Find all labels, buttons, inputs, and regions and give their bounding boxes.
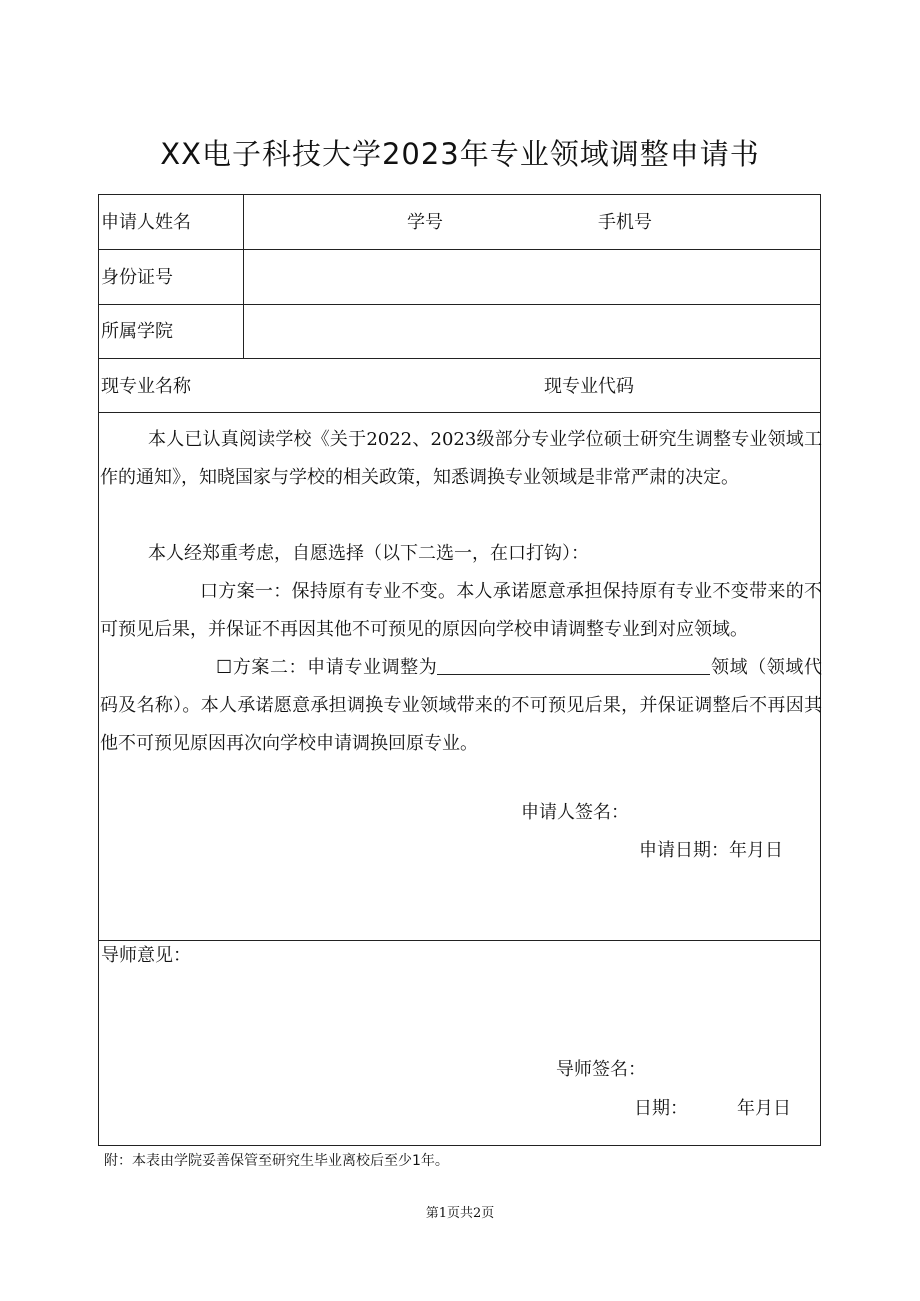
page-title: XX电子科技大学2023年专业领域调整申请书 (160, 137, 760, 171)
option-one-paragraph (100, 573, 822, 649)
option-two-checkbox[interactable]: ☐ (216, 657, 233, 678)
option-one-checkbox[interactable]: 口 (200, 581, 218, 602)
phone-label: 手机号 (598, 212, 652, 233)
footnote: 附：本表由学院妥善保管至研究生毕业离校后至少1年。 (104, 1153, 449, 1169)
row-divider (99, 249, 820, 250)
current-major-name-label: 现专业名称 (101, 376, 191, 397)
college-label: 所属学院 (101, 321, 173, 342)
advisor-opinion-label: 导师意见： (101, 945, 191, 966)
application-date-label: 申请日期：年月日 (639, 840, 783, 861)
advisor-date-label: 日期： (634, 1098, 688, 1119)
row-divider (99, 412, 820, 413)
current-major-code-label: 现专业代码 (544, 376, 634, 397)
column-divider (243, 195, 244, 358)
option-two-suffix: 领域（领域代码及名称）。本人承诺愿意承担调换专业领域带来的不可预见后果，并保证调整后不再因其他不可预见原因再次向学校申请调换回原专业。 (100, 657, 823, 754)
row-divider (99, 940, 820, 941)
option-two-prefix: 方案二：申请专业调整为 (232, 657, 438, 678)
id-number-label: 身份证号 (101, 267, 173, 288)
applicant-name-label: 申请人姓名 (101, 212, 191, 233)
statement-paragraph-1: 本人已认真阅读学校《关于2022、2023级部分专业学位硕士研究生调整专业领域工作的通知》，知晓国家与学校的相关政策，知悉调换专业领域是非常严肃的决定。 (100, 429, 822, 488)
application-form (98, 194, 821, 1146)
advisor-signature-label: 导师签名： (556, 1059, 646, 1080)
row-divider (99, 358, 820, 359)
option-one-text: 方案一：保持原有专业不变。本人承诺愿意承担保持原有专业不变带来的不可预见后果，并保证不再因其他不可预见的原因向学校申请调整专业到对应领域。 (100, 581, 822, 640)
applicant-signature-label: 申请人签名： (521, 802, 629, 823)
option-two-paragraph (100, 649, 822, 763)
row-divider (99, 304, 820, 305)
student-id-label: 学号 (407, 212, 443, 233)
page-number: 第1页共2页 (425, 1206, 495, 1221)
statement-paragraph-2: 本人经郑重考虑，自愿选择（以下二选一，在口打钩）： (148, 543, 589, 564)
advisor-date-suffix: 年月日 (737, 1098, 791, 1119)
target-field-blank[interactable] (437, 654, 710, 675)
